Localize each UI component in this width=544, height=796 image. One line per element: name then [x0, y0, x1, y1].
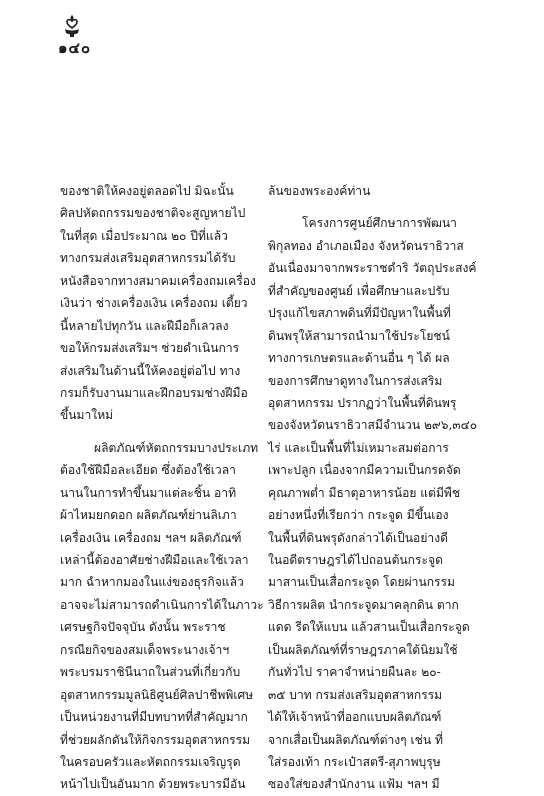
text-line: ดินพรุให้สามารถนำมาใช้ประโยชน์ — [268, 328, 450, 343]
text-line: ส่งเสริมในด้านนี้ให้คงอยู่ต่อไป ทาง — [60, 363, 241, 378]
left-column — [60, 180, 275, 796]
paragraph — [60, 437, 275, 796]
text-line: นี้หลายไปทุกวัน และฝีมือก็เลวลง — [60, 318, 229, 333]
text-line: ขึ้นมาใหม่ — [60, 408, 114, 423]
text-line: พิกุลทอง อำเภอเมือง จังหวัดนราธิวาส — [268, 238, 464, 253]
text-line: เป็นผลิตภัณฑ์ที่ราษฎรภาคใต้นิยมใช้ — [268, 642, 458, 657]
text-line: คุณภาพต่ำ มีธาตุอาหารน้อย แต่มีพืช — [268, 485, 461, 500]
text-line: ไร่ และเป็นพื้นที่ไม่เหมาะสมต่อการ — [268, 440, 449, 455]
text-line: จากเสื่อเป็นผลิตภัณฑ์ต่างๆ เช่น ที่ — [268, 732, 443, 747]
text-line: กรมก็รับงานมาและฝึกอบรมช่างฝีมือ — [60, 385, 248, 400]
text-line: ในอดีตราษฎรได้ไปถอนต้นกระจูด — [268, 553, 443, 567]
text-line: อุตสาหกรรมมูลนิธิศูนย์ศิลปาชีพพิเศษ — [60, 687, 254, 702]
text-line: ซองใส่ของสำนักงาน แฟ้ม ฯลฯ มี — [268, 777, 440, 792]
text-line: ในครอบครัวและหัตถกรรมเจริญรุด — [60, 754, 241, 769]
text-line: ต้องใช้ฝีมือละเอียด ซึ่งต้องใช้เวลา — [60, 463, 236, 478]
paragraph-gap — [268, 202, 490, 212]
text-line: ผลิตภัณฑ์หัตถกรรมบางประเภท — [94, 440, 259, 455]
text-line: ขอให้กรมส่งเสริมฯ ช่วยดำเนินการ — [60, 341, 240, 356]
paragraph — [60, 180, 275, 427]
text-line: ทางกรมส่งเสริมอุตสาหกรรมได้รับ — [60, 251, 236, 266]
text-line: กันทั่วไป ราคาจำหน่ายผืนละ ๒๐- — [268, 665, 441, 680]
royal-emblem-icon — [61, 14, 83, 38]
text-line: มาสานเป็นเสื่อกระจูด โดยผ่านกรรม — [268, 575, 456, 590]
text-line: เป็นหน่วยงานที่มีบทบาทที่สำคัญมาก — [60, 710, 248, 725]
text-line: ศิลปหัตถกรรมของชาติจะสูญหายไป — [60, 206, 246, 221]
text-line: มาก ฉำหากมองในแง่ของธุรกิจแล้ว — [60, 575, 244, 590]
paragraph — [268, 212, 490, 795]
text-line: ของการศึกษาดูทางในการส่งเสริม — [268, 373, 443, 388]
text-line: ๓๕ บาท กรมส่งเสริมอุตสาหกรรม — [268, 687, 443, 702]
text-line: ใส่รองเท้า กระเป๋าสตรี-สุภาพบุรุษ — [268, 754, 441, 769]
text-line: หน้าไปเป็นอันมาก ด้วยพระบารมีอัน — [60, 777, 246, 792]
text-line: ปรุงแก้ไขสภาพดินที่มีปัญหาในพื้นที่ — [268, 306, 451, 321]
paragraph-gap — [60, 427, 275, 437]
text-line: กรณียกิจของสมเด็จพระนางเจ้าฯ — [60, 642, 230, 657]
text-line: อันเนื่องมาจากพระราชดำริ วัตถุประสงค์ — [268, 261, 477, 276]
text-line: โครงการศูนย์ศึกษาการพัฒนา — [302, 216, 457, 231]
text-line: ของชาติให้คงอยู่ตลอดไป มิฉะนั้น — [60, 184, 234, 198]
text-line: ล้นของพระองค์ท่าน — [268, 184, 371, 198]
text-line: ในที่สุด เมื่อประมาณ ๒๐ ปีที่แล้ว — [60, 228, 228, 243]
right-column — [268, 180, 490, 796]
text-line: อาจจะไม่สามารถดำเนินการได้ในภาวะ — [60, 597, 264, 612]
text-line: ผ้าไหมยกดอก ผลิตภัณฑ์ย่านลิเภา — [60, 508, 237, 523]
text-line: ในพื้นที่ดินพรุดังกล่าวได้เป็นอย่างดี — [268, 530, 448, 545]
text-line: ที่ช่วยผลักดันให้กิจกรรมอุตสาหกรรม — [60, 732, 251, 747]
text-line: ของจังหวัดนราธิวาสมีจำนวน ๒๙๖,๓๔๐ — [268, 418, 478, 433]
text-line: ได้ให้เจ้าหน้าที่ออกแบบผลิตภัณฑ์ — [268, 710, 442, 725]
text-line: เพาะปลูก เนื่องจากมีความเป็นกรดจัด — [268, 463, 461, 478]
text-line: ทางการเกษตรและด้านอื่น ๆ ได้ ผล — [268, 351, 450, 366]
text-line: เศรษฐกิจปัจจุบัน ดังนั้น พระราช — [60, 620, 226, 635]
text-line: วิธีการผลิต นำกระจูดมาคลุกดิน ตาก — [268, 597, 459, 612]
text-line: อย่างหนึ่งที่เรียกว่า กระจูด มีขึ้นเอง — [268, 508, 449, 523]
text-line: หนังสือจากทางสมาคมเครื่องถมเครื่อง — [60, 273, 256, 288]
text-line: อุตสาหกรรม ปรากฏว่าในพื้นที่ดินพรุ — [268, 395, 457, 410]
text-line: เงินว่า ช่างเครื่องเงิน เครื่องถม เตี้ยว — [60, 296, 248, 311]
page-number: ๑๔๐ — [58, 39, 92, 57]
text-line: เหล่านี้ต้องอาศัยช่างฝีมือและใช้เวลา — [60, 553, 249, 567]
text-line: นานในการทำขึ้นมาแต่ละชิ้น อาทิ — [60, 485, 237, 500]
text-line: เครื่องเงิน เครื่องถม ฯลฯ ผลิตภัณฑ์ — [60, 530, 242, 545]
text-line: แดด รีดให้แบน แล้วสานเป็นเสื่อกระจูด — [268, 620, 470, 635]
text-line: ที่สำคัญของศูนย์ เพื่อศึกษาและปรับ — [268, 283, 450, 298]
text-line: พระบรมราชินีนาถในส่วนที่เกี่ยวกับ — [60, 665, 241, 680]
